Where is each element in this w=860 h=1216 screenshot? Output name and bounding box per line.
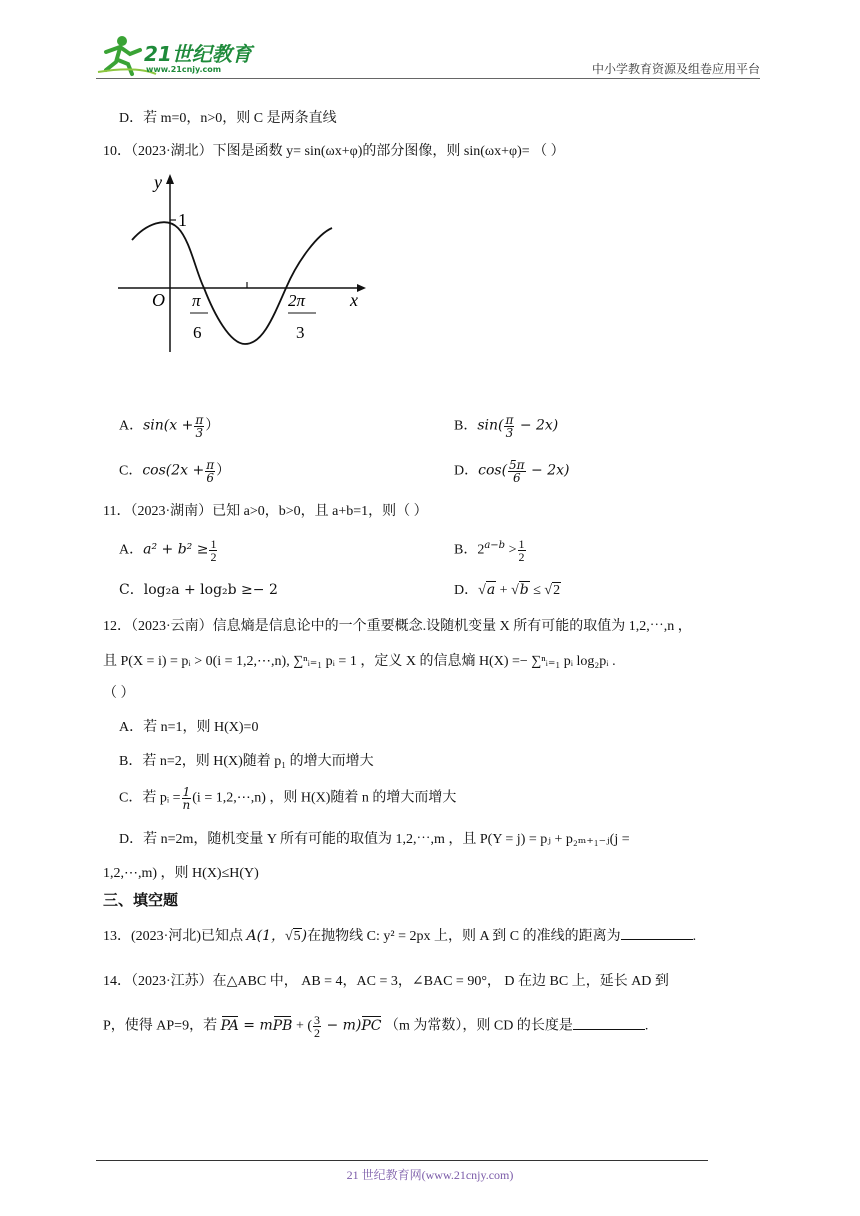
q12-option-d-line2: 1,2,⋯,m) ，则 H(X)≤H(Y): [103, 866, 259, 881]
tick-pi6-den: 6: [193, 323, 202, 342]
x-axis-arrow-icon: [357, 284, 366, 292]
tick-2pi3-den: 3: [296, 323, 305, 342]
logo-text: 21世纪教育: [144, 42, 252, 66]
q12-option-a: A．若 n=1，则 H(X)=0: [119, 720, 259, 735]
q10-option-c: C．cos(2x + $\frac{\pi}{6}$ ）: [119, 458, 231, 485]
tick-pi6-num: π: [192, 291, 201, 310]
header-site-name: 中小学教育资源及组卷应用平台: [591, 62, 760, 76]
q12-option-d-line1: D．若 n=2m，随机变量 Y 所有可能的取值为 1,2,⋯,m ，且 P(Y = j) = pⱼ + p₂ₘ₊₁₋ⱼ(j =: [119, 832, 630, 847]
q10-sine-graph: [112, 168, 372, 368]
q11-option-a: A．a² + b² ≥ $\frac{1}{2}$: [119, 537, 217, 564]
footer-divider: [96, 1160, 708, 1161]
q10-stem: 10．（2023·湖北）下图是函数 y= sin(ωx+φ)的部分图像，则 sin(ωx+φ)= （ ）: [103, 144, 565, 159]
origin-label: O: [152, 290, 165, 310]
tick-2pi3-num: 2π: [288, 291, 306, 310]
logo-url: www.21cnjy.com: [146, 65, 222, 74]
q14-line2: P，使得 AP=9，若 PA = mPB + ( $\frac{3}{2}$ − m)PC （m 为常数），则 CD 的长度是 .: [103, 1013, 649, 1040]
q12-option-b: B．若 n=2，则 H(X)随着 p₁ 的增大而增大: [119, 754, 374, 769]
q11-stem: 11．（2023·湖南）已知 a>0，b>0，且 a+b=1，则（ ）: [103, 504, 428, 519]
q12-option-c: C．若 pᵢ = $\frac{1}{n}$ (i = 1,2,⋯,n) ，则 H(X)随着 n 的增大而增大: [119, 785, 457, 812]
q14-line1: 14．（2023·江苏）在△ABC 中， AB = 4，AC = 3，∠BAC = 90°， D 在边 BC 上，延长 AD 到: [103, 974, 669, 989]
q10-option-b: B．sin( $\frac{\pi}{3}$ − 2x): [454, 413, 559, 440]
q11-option-b: B．$2^{a-b}$ > $\frac{1}{2}$: [454, 537, 525, 564]
q12-line1: 12．（2023·云南）信息熵是信息论中的一个重要概念.设随机变量 X 所有可能的取值为 1,2,⋯,n ，: [103, 619, 692, 634]
y-axis-label: y: [154, 172, 162, 192]
x-axis-label: x: [350, 290, 358, 310]
q13-answer-blank[interactable]: [621, 927, 693, 940]
q12-line2: 且 P(X = i) = pᵢ > 0(i = 1,2,⋯,n), ∑ⁿᵢ₌₁ pᵢ = 1 ，定义 X 的信息熵 H(X) =− ∑ⁿᵢ₌₁ pᵢ log₂pᵢ .: [103, 654, 616, 669]
y-one-label: 1: [178, 210, 187, 230]
section-title-fill-blank: 三、填空题: [103, 891, 179, 909]
q13-text: 13．(2023·河北)已知点 A(1，√5)在抛物线 C: y² = 2px 上，则 A 到 C 的准线的距离为 .: [103, 928, 697, 944]
footer-text: 21 世纪教育网(www.21cnjy.com): [346, 1168, 514, 1182]
q12-paren: （ ）: [103, 686, 135, 701]
q10-option-a: A．sin(x + $\frac{\pi}{3}$ ）: [119, 413, 220, 440]
y-axis-arrow-icon: [166, 174, 174, 184]
q10-option-d: D．cos( $\frac{5\pi}{6}$ − 2x): [454, 458, 570, 485]
q14-answer-blank[interactable]: [573, 1017, 645, 1030]
header-divider: [96, 78, 760, 79]
q11-option-c: C．log₂a + log₂b ≥− 2: [119, 582, 278, 598]
site-logo: [96, 32, 266, 78]
q9-option-d: D．若 m=0，n>0，则 C 是两条直线: [119, 111, 337, 126]
q11-option-d: D．√a + √b ≤ √2: [454, 582, 561, 598]
